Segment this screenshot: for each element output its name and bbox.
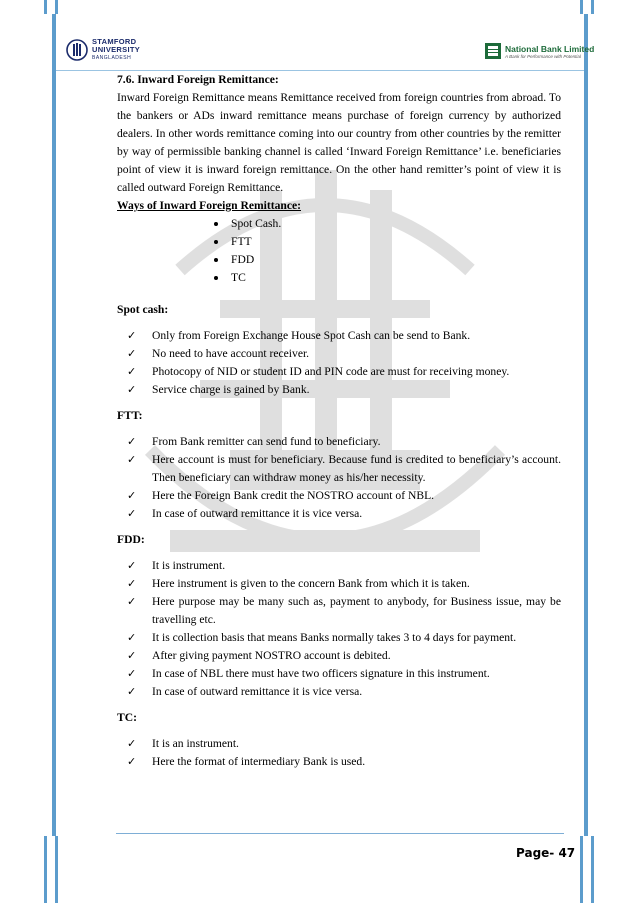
- nbl-tagline: A Bank for Performance with Potential: [505, 53, 581, 59]
- list-item: ✓ In case of outward remittance it is vice versa.: [127, 683, 561, 701]
- left-frame-bar: [52, 0, 56, 903]
- checkmark-icon: ✓: [127, 685, 137, 698]
- national-bank-limited-logo: [484, 42, 594, 60]
- intro-paragraph: Inward Foreign Remittance means Remittance received from foreign countries from abroad. To the bankers or ADs inward remittance means purchase of foreign currency by authorized dealers. In other words remittance coming into our country from other countries by the remitter by way of permissible banking channel is called ‘Inward Foreign Remittance’ i.e. beneficiaries point of view it is inward foreign remittance. On the other hand remitter’s point of view it is called outward Foreign Remittance.: [117, 91, 561, 194]
- fdd-list: [127, 557, 561, 701]
- bullet-icon: [214, 240, 218, 244]
- checkmark-icon: ✓: [127, 559, 137, 572]
- list-item: Spot Cash.: [213, 215, 561, 233]
- checkmark-icon: ✓: [127, 595, 137, 608]
- list-item: ✓ After giving payment NOSTRO account is debited.: [127, 647, 561, 665]
- list-item: ✓ Here purpose may be many such as, payment to anybody, for Business issue, may be travelling etc.: [127, 595, 561, 626]
- checkmark-icon: ✓: [127, 755, 137, 768]
- checkmark-icon: ✓: [127, 737, 137, 750]
- right-frame-bar-top: [580, 0, 594, 14]
- list-item: ✓ It is collection basis that means Banks normally takes 3 to 4 days for payment.: [127, 629, 561, 647]
- checkmark-icon: ✓: [127, 631, 137, 644]
- list-item: ✓ It is an instrument.: [127, 735, 561, 753]
- nbl-emblem-icon: [484, 42, 502, 60]
- tc-heading: TC:: [117, 711, 137, 724]
- section-title: 7.6. Inward Foreign Remittance:: [117, 73, 279, 86]
- page-number: Page- 47: [516, 846, 576, 860]
- tc-list: [127, 735, 561, 771]
- list-item: ✓ Here the Foreign Bank credit the NOSTRO account of NBL.: [127, 487, 561, 505]
- checkmark-icon: ✓: [127, 347, 137, 360]
- list-item: ✓ In case of NBL there must have two officers signature in this instrument.: [127, 665, 561, 683]
- checkmark-icon: ✓: [127, 667, 137, 680]
- checkmark-icon: ✓: [127, 383, 137, 396]
- left-frame-bar-top: [44, 0, 58, 14]
- stamford-line1: STAMFORD: [92, 37, 137, 46]
- bullet-icon: [214, 258, 218, 262]
- ftt-list: [127, 433, 561, 523]
- nbl-title: National Bank Limited: [505, 43, 595, 54]
- checkmark-icon: ✓: [127, 649, 137, 662]
- list-item: ✓ From Bank remitter can send fund to beneficiary.: [127, 433, 561, 451]
- checkmark-icon: ✓: [127, 489, 137, 502]
- checkmark-icon: ✓: [127, 453, 137, 466]
- list-item: ✓ Only from Foreign Exchange House Spot Cash can be send to Bank.: [127, 327, 561, 345]
- spot-cash-list: [127, 327, 561, 399]
- list-item: ✓ Here account is must for beneficiary. Because fund is credited to beneficiary’s account. Then beneficiary can withdraw money as his/her necessity.: [127, 453, 561, 484]
- stamford-university-logo: [66, 38, 140, 62]
- list-item: ✓ No need to have account receiver.: [127, 345, 561, 363]
- list-item: FTT: [213, 233, 561, 251]
- left-frame-bar-bottom: [44, 836, 58, 903]
- checkmark-icon: ✓: [127, 507, 137, 520]
- checkmark-icon: ✓: [127, 365, 137, 378]
- stamford-line3: BANGLADESH: [92, 55, 132, 61]
- list-item: ✓ Here the format of intermediary Bank is used.: [127, 753, 561, 771]
- list-item: ✓ Here instrument is given to the concern Bank from which it is taken.: [127, 575, 561, 593]
- ways-list: [213, 215, 561, 287]
- right-frame-bar-bottom: [580, 836, 594, 903]
- list-item: ✓ It is instrument.: [127, 557, 561, 575]
- ftt-heading: FTT:: [117, 409, 143, 422]
- bullet-icon: [214, 222, 218, 226]
- footer-rule: [116, 833, 564, 834]
- checkmark-icon: ✓: [127, 577, 137, 590]
- ways-heading: Ways of Inward Foreign Remittance:: [117, 199, 301, 212]
- list-item: FDD: [213, 251, 561, 269]
- checkmark-icon: ✓: [127, 435, 137, 448]
- bullet-icon: [214, 276, 218, 280]
- fdd-heading: FDD:: [117, 533, 145, 546]
- list-item: ✓ Photocopy of NID or student ID and PIN code are must for receiving money.: [127, 363, 561, 381]
- right-frame-bar: [584, 0, 588, 903]
- checkmark-icon: ✓: [127, 329, 137, 342]
- list-item: TC: [213, 269, 561, 287]
- stamford-crest-icon: [66, 38, 88, 62]
- list-item: ✓ Service charge is gained by Bank.: [127, 381, 561, 399]
- spot-cash-heading: Spot cash:: [117, 303, 169, 316]
- stamford-line2: UNIVERSITY: [92, 45, 141, 54]
- list-item: ✓ In case of outward remittance it is vice versa.: [127, 505, 561, 523]
- document-body: [117, 71, 561, 779]
